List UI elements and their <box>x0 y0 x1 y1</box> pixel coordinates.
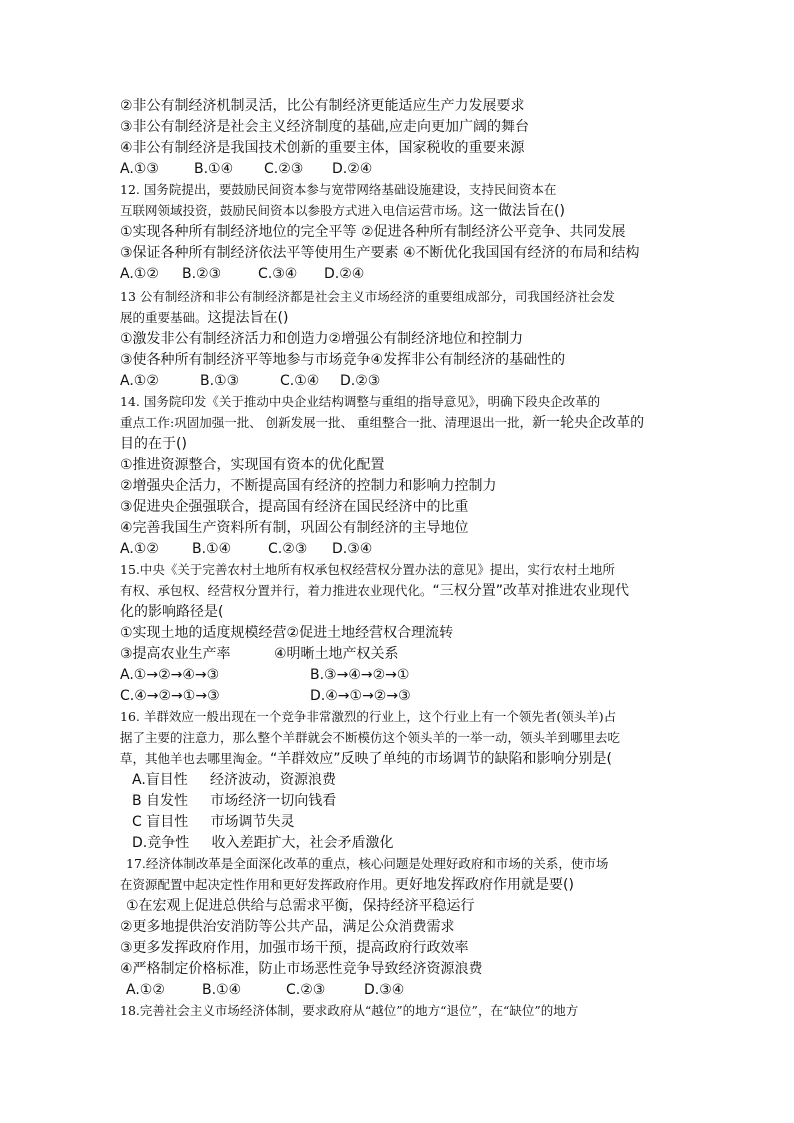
q15-item-3: ③提高农业生产率 <box>120 646 231 662</box>
q14-answers <box>120 539 372 559</box>
q15-stem-2b: “三权分置”改革对推进农业现代 <box>432 583 630 599</box>
q13-answer-c: C.①④ <box>280 373 320 389</box>
q11-option-4: ④非公有制经济是我国技术创新的重要主体，国家税收的重要来源 <box>120 140 525 156</box>
q15-answer-d: D.④→①→②→③ <box>310 688 411 704</box>
q12-answer-a: A.①② <box>120 266 159 282</box>
q14-stem-line-1: 14. 国务院印发《关于推动中央企业结构调整与重组的指导意见》，明确下段央企改革的 <box>120 394 601 409</box>
q14-answer-c: C.②③ <box>268 541 308 557</box>
q14-answer-b: B.①④ <box>192 541 232 557</box>
q14-option-2: ②增强央企活力，不断提高国有经济的控制力和影响力控制力 <box>120 478 497 494</box>
q13-answer-d: D.②③ <box>340 373 381 389</box>
q12-stem-line-1: 12. 国务院提出，要鼓励民间资本参与宽带网络基础设施建设，支持民间资本在 <box>120 182 557 197</box>
q17-option-1: ①在宏观上促进总供给与总需求平衡，保持经济平稳运行 <box>126 898 475 914</box>
q17-answer-a: A.①② <box>126 982 165 998</box>
q13-option-line-1: ①激发非公有制经济活力和创造力②增强公有制经济地位和控制力 <box>120 331 524 347</box>
q11-answer-c: C.②③ <box>264 161 304 177</box>
q13-stem-2b: 这提法旨在() <box>207 310 289 326</box>
q12-answers <box>120 264 364 284</box>
q12-answer-c: C.③④ <box>258 266 298 282</box>
q14-stem-2b: 新一轮央企改革的 <box>532 415 645 431</box>
q14-stem-2a: 重点工作:巩固加强一批、 创新发展一批、 重组整合一批、清理退出一批， <box>120 415 533 430</box>
q14-option-1: ①推进资源整合，实现国有资本的优化配置 <box>120 457 385 473</box>
q16-stem-line-1: 16. 羊群效应一般出现在一个竞争非常激烈的行业上，这个行业上有一个领先者(领头羊)占 <box>120 709 617 724</box>
q15-stem-2a: 有权、承包权、经营权分置并行，着力推进农业现代化。 <box>120 583 433 598</box>
q14-stem-line-3: 目的在于() <box>120 436 187 452</box>
q14-answer-a: A.①② <box>120 541 159 557</box>
q11-answers <box>120 159 372 179</box>
q17-answer-d: D.③④ <box>364 982 405 998</box>
q16-stem-line-2: 据了主要的注意力，那么整个羊群就会不断模仿这个领头羊的一举一动，领头羊到哪里去吃 <box>120 730 621 745</box>
q16-answer-a: A.盲目性 经济波动，资源浪费 <box>132 772 337 788</box>
q17-stem-line-1: 17.经济体制改革是全面深化改革的重点，核心问题是处理好政府和市场的关系，使市场 <box>126 856 609 871</box>
q17-stem-2b: 更好地发挥政府作用就是要() <box>395 877 574 893</box>
q15-stem-line-2 <box>120 581 629 601</box>
q15-item-4: ④明晰土地产权关系 <box>274 646 399 662</box>
q16-answer-d: D.竞争性 收入差距扩大，社会矛盾激化 <box>132 835 394 851</box>
q13-answers <box>120 371 380 391</box>
q17-stem-2a: 在资源配置中起决定性作用和更好发挥政府作用。 <box>120 877 396 892</box>
q14-answer-d: D.③④ <box>332 541 373 557</box>
q12-option-line-1: ①实现各种所有制经济地位的完全平等 ②促进各种所有制经济公平竞争、共同发展 <box>120 224 626 240</box>
q12-stem-2b: 这一做法旨在() <box>470 203 565 219</box>
q13-stem-line-1: 13 公有制经济和非公有制经济都是社会主义市场经济的重要组成部分，司我国经济社会发 <box>120 289 615 304</box>
q16-stem-3a: 草，其他羊也去哪里淘金。 <box>120 751 271 766</box>
q14-stem-line-2 <box>120 413 644 433</box>
q12-answer-b: B.②③ <box>182 266 222 282</box>
q16-answer-b: B 自发性 市场经济一切向钱看 <box>132 793 337 809</box>
q13-stem-2a: 展的重要基础。 <box>120 310 208 325</box>
q11-answer-a: A.①③ <box>120 161 159 177</box>
q16-stem-3b: “羊群效应”反映了单纯的市场调节的缺陷和影响分别是( <box>270 751 612 767</box>
q11-answer-d: D.②④ <box>332 161 373 177</box>
q15-item-line-1: ①实现土地的适度规模经营②促进土地经营权合理流转 <box>120 625 454 641</box>
q11-option-2: ②非公有制经济机制灵活，比公有制经济更能适应生产力发展要求 <box>120 98 525 114</box>
q13-answer-b: B.①③ <box>200 373 240 389</box>
q17-option-3: ③更多发挥政府作用，加强市场干预，提高政府行政效率 <box>120 940 469 956</box>
q15-answer-b: B.③→④→②→① <box>310 667 410 683</box>
q15-answer-a: A.①→②→④→③ <box>120 667 220 683</box>
q17-answer-c: C.②③ <box>286 982 326 998</box>
q17-answers <box>126 980 404 1000</box>
q14-option-4: ④完善我国生产资料所有制，巩固公有制经济的主导地位 <box>120 520 469 536</box>
q11-option-3: ③非公有制经济是社会主义经济制度的基础,应走向更加广阔的舞台 <box>120 119 529 135</box>
q13-answer-a: A.①② <box>120 373 159 389</box>
q16-stem-line-3 <box>120 749 612 769</box>
q15-item-line-2 <box>120 644 399 664</box>
q13-option-line-2: ③使各种所有制经济平等地参与市场竞争④发挥非公有制经济的基础性的 <box>120 352 566 368</box>
q15-answer-c: C.④→②→①→③ <box>120 688 220 704</box>
q12-answer-d: D.②④ <box>324 266 365 282</box>
q12-option-line-2: ③保证各种所有制经济依法平等使用生产要素 ④不断优化我国国有经济的布局和结构 <box>120 245 640 261</box>
q17-option-4: ④严格制定价格标准，防止市场恶性竞争导致经济资源浪费 <box>120 961 483 977</box>
q15-stem-line-1: 15.中央《关于完善农村土地所有权承包权经营权分置办法的意见》提出，实行农村土地所 <box>120 562 615 577</box>
q11-answer-b: B.①④ <box>194 161 234 177</box>
q17-option-2: ②更多地提供治安消防等公共产品，满足公众消费需求 <box>120 919 455 935</box>
q16-answer-c: C 盲目性 市场调节失灵 <box>132 814 295 830</box>
q18-stem-line-1: 18.完善社会主义市场经济体制，要求政府从“越位”的地方“退位”，在“缺位”的地方 <box>120 1003 579 1018</box>
q15-stem-line-3: 化的影响路径是( <box>120 604 224 620</box>
q12-stem-2a: 互联网领域投资，鼓励民间资本以参股方式进入电信运营市场。 <box>120 203 471 218</box>
q17-stem-line-2 <box>120 875 574 895</box>
q14-option-3: ③促进央企强强联合，提高国有经济在国民经济中的比重 <box>120 499 469 515</box>
q13-stem-line-2 <box>120 308 288 328</box>
q12-stem-line-2 <box>120 201 565 221</box>
q17-answer-b: B.①④ <box>202 982 242 998</box>
